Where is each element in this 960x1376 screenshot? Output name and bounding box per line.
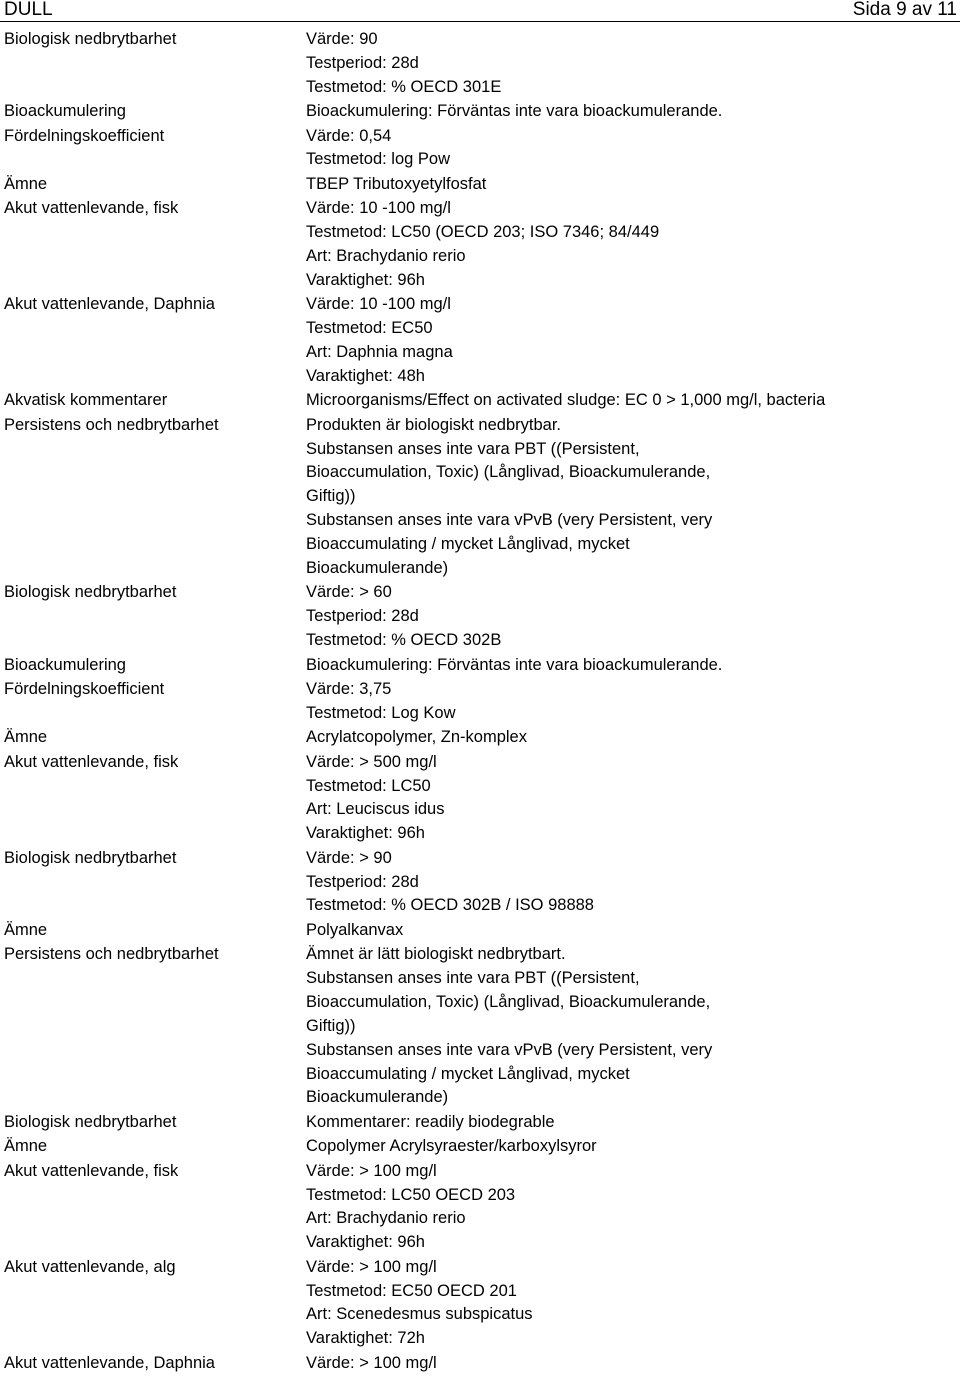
property-value-line: TBEP Tributoxyetylfosfat bbox=[306, 174, 487, 193]
property-label: Ämne bbox=[4, 174, 48, 193]
property-value-line: Värde: > 60 bbox=[306, 583, 392, 602]
property-value bbox=[306, 28, 501, 100]
property-value-line: Bioaccumulation, Toxic) (Långlivad, Bioackumulerande, bbox=[306, 992, 711, 1011]
property-value-line: Testmetod: % OECD 302B / ISO 98888 bbox=[306, 896, 594, 915]
property-value-line: Art: Brachydanio rerio bbox=[306, 1209, 466, 1228]
property-value-line: Värde: > 500 mg/l bbox=[306, 752, 437, 771]
property-label: Biologisk nedbrytbarhet bbox=[4, 1112, 177, 1131]
property-value bbox=[306, 1352, 437, 1376]
property-value-line: Värde: 10 -100 mg/l bbox=[306, 199, 451, 218]
property-value-line: Värde: > 90 bbox=[306, 848, 392, 867]
property-value bbox=[306, 197, 659, 292]
property-value-line: Bioackumulerande) bbox=[306, 1088, 449, 1107]
property-value bbox=[306, 100, 722, 124]
page-number: Sida 9 av 11 bbox=[852, 0, 957, 20]
property-value-line: Värde: 10 -100 mg/l bbox=[306, 295, 451, 314]
property-value-line: Substansen anses inte vara PBT ((Persistent, bbox=[306, 439, 640, 458]
property-value-line: Testmetod: LC50 OECD 203 bbox=[306, 1185, 516, 1204]
property-value bbox=[306, 414, 712, 581]
property-value bbox=[306, 1160, 515, 1255]
property-value-line: Art: Leuciscus idus bbox=[306, 800, 445, 819]
property-value-line: Acrylatcopolymer, Zn-komplex bbox=[306, 728, 527, 747]
property-label: Akut vattenlevande, Daphnia bbox=[4, 1353, 215, 1372]
property-value-line: Värde: 90 bbox=[306, 30, 378, 48]
property-value-line: Giftig)) bbox=[306, 1016, 356, 1035]
property-label: Fördelningskoefficient bbox=[4, 126, 165, 145]
property-value-line: Bioackumulering: Förväntas inte vara bioackumulerande. bbox=[306, 655, 723, 674]
property-label: Biologisk nedbrytbarhet bbox=[4, 583, 177, 602]
property-value-line: Substansen anses inte vara vPvB (very Persistent, very bbox=[306, 1040, 713, 1059]
property-value-line: Art: Scenedesmus subspicatus bbox=[306, 1305, 533, 1324]
property-label: Biologisk nedbrytbarhet bbox=[4, 30, 177, 48]
property-value-line: Varaktighet: 48h bbox=[306, 366, 425, 385]
property-value-line: Art: Daphnia magna bbox=[306, 343, 453, 362]
property-value bbox=[306, 581, 501, 653]
property-value-line: Art: Brachydanio rerio bbox=[306, 247, 466, 266]
property-value-line: Bioaccumulating / mycket Långlivad, mycket bbox=[306, 1064, 630, 1083]
property-value bbox=[306, 726, 527, 750]
property-value-line: Polyalkanvax bbox=[306, 920, 404, 939]
property-value-line: Varaktighet: 96h bbox=[306, 270, 425, 289]
property-value-line: Produkten är biologiskt nedbrytbar. bbox=[306, 415, 561, 434]
property-value-line: Testmetod: LC50 bbox=[306, 776, 431, 795]
property-value bbox=[306, 943, 712, 1110]
property-value-line: Värde: > 100 mg/l bbox=[306, 1257, 437, 1276]
property-value bbox=[306, 1135, 597, 1159]
property-value-line: Värde: 3,75 bbox=[306, 679, 392, 698]
property-value bbox=[306, 125, 450, 173]
property-value bbox=[306, 389, 825, 413]
property-label: Ämne bbox=[4, 920, 48, 939]
property-value bbox=[306, 919, 403, 943]
property-value-line: Bioackumulering: Förväntas inte vara bioackumulerande. bbox=[306, 102, 723, 121]
property-value-line: Substansen anses inte vara vPvB (very Persistent, very bbox=[306, 511, 713, 530]
property-label: Fördelningskoefficient bbox=[4, 679, 165, 698]
property-value bbox=[306, 1256, 533, 1351]
property-value-line: Copolymer Acrylsyraester/karboxylsyror bbox=[306, 1137, 597, 1156]
property-value-line: Testperiod: 28d bbox=[306, 607, 419, 626]
property-label: Ämne bbox=[4, 1137, 48, 1156]
property-label: Persistens och nedbrytbarhet bbox=[4, 945, 219, 964]
property-value-line: Giftig)) bbox=[306, 487, 356, 506]
property-value-line: Testmetod: LC50 (OECD 203; ISO 7346; 84/449 bbox=[306, 223, 660, 242]
property-value-line: Testmetod: log Pow bbox=[306, 150, 450, 169]
property-label: Akut vattenlevande, fisk bbox=[4, 199, 179, 218]
property-value-line: Testmetod: EC50 bbox=[306, 319, 433, 338]
property-value-line: Värde: > 100 mg/l bbox=[306, 1161, 437, 1180]
property-label: Bioackumulering bbox=[4, 655, 126, 674]
property-value bbox=[306, 654, 722, 678]
property-value bbox=[306, 751, 444, 846]
property-value-line: Bioaccumulation, Toxic) (Långlivad, Bioackumulerande, bbox=[306, 463, 711, 482]
property-label: Akut vattenlevande, alg bbox=[4, 1257, 176, 1276]
property-value-line: Substansen anses inte vara PBT ((Persistent, bbox=[306, 969, 640, 988]
property-value bbox=[306, 173, 486, 197]
property-value-line: Värde: 0,54 bbox=[306, 126, 392, 145]
property-value-line: Testmetod: % OECD 301E bbox=[306, 77, 502, 96]
property-label: Biologisk nedbrytbarhet bbox=[4, 848, 177, 867]
property-label: Persistens och nedbrytbarhet bbox=[4, 415, 219, 434]
property-value-line: Testperiod: 28d bbox=[306, 872, 419, 891]
property-value-line: Microorganisms/Effect on activated sludge: EC 0 > 1,000 mg/l, bacteria bbox=[306, 391, 826, 410]
property-value-line: Testmetod: EC50 OECD 201 bbox=[306, 1281, 517, 1300]
property-value-line: Varaktighet: 96h bbox=[306, 1233, 425, 1252]
property-value-line: Ämnet är lätt biologiskt nedbrytbart. bbox=[306, 945, 566, 964]
property-value bbox=[306, 678, 456, 726]
property-label: Akvatisk kommentarer bbox=[4, 391, 168, 410]
property-label: Akut vattenlevande, Daphnia bbox=[4, 295, 215, 314]
property-label: Akut vattenlevande, fisk bbox=[4, 752, 179, 771]
property-value-line: Bioaccumulating / mycket Långlivad, mycket bbox=[306, 535, 630, 554]
property-value bbox=[306, 1111, 555, 1135]
document-title: DULL bbox=[4, 0, 53, 20]
property-value-line: Varaktighet: 72h bbox=[306, 1329, 425, 1348]
property-label: Bioackumulering bbox=[4, 102, 126, 121]
property-value-line: Testmetod: % OECD 302B bbox=[306, 631, 502, 650]
property-value-line: Kommentarer: readily biodegrable bbox=[306, 1112, 555, 1131]
property-value-line: Testmetod: Log Kow bbox=[306, 703, 456, 722]
property-value-line: Bioackumulerande) bbox=[306, 558, 449, 577]
property-value-line: Varaktighet: 96h bbox=[306, 824, 425, 843]
property-value bbox=[306, 847, 594, 919]
property-value-line: Värde: > 100 mg/l bbox=[306, 1353, 437, 1372]
property-value bbox=[306, 293, 453, 388]
property-value-line: Testperiod: 28d bbox=[306, 53, 419, 72]
property-label: Ämne bbox=[4, 728, 48, 747]
property-label: Akut vattenlevande, fisk bbox=[4, 1161, 179, 1180]
